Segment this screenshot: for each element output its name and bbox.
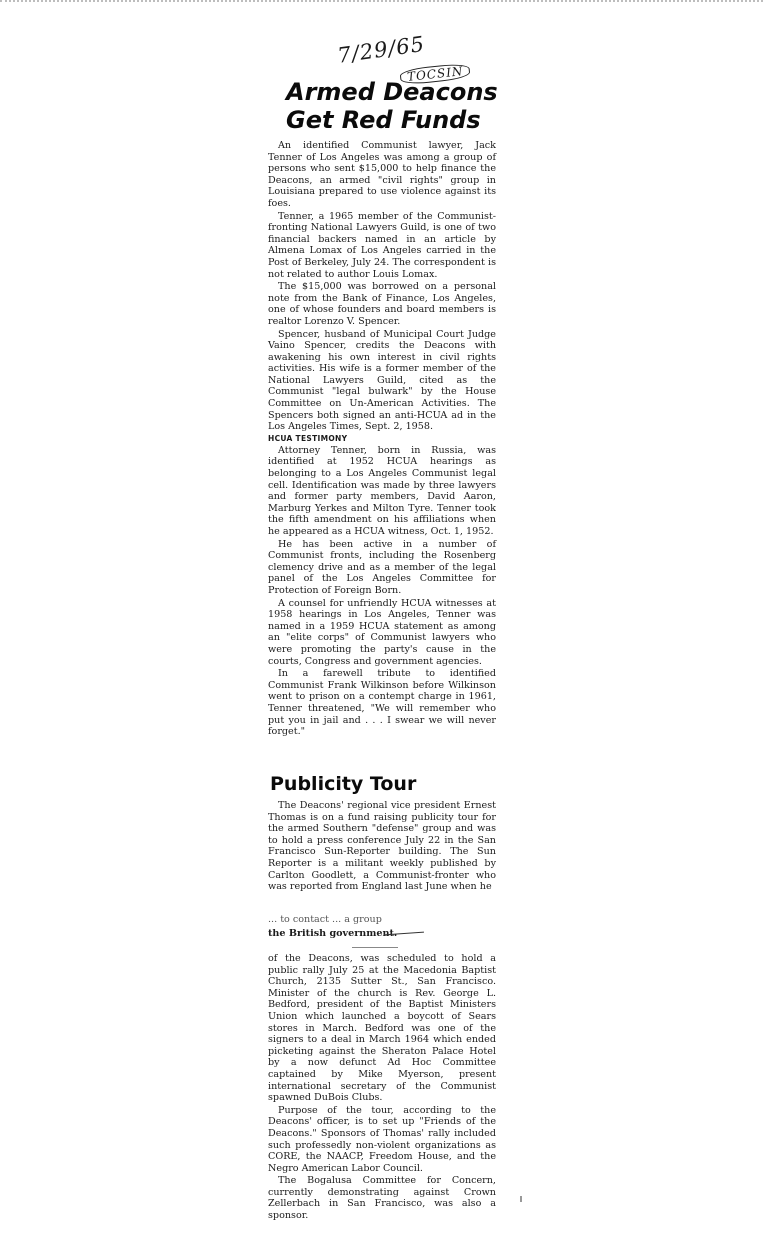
article-paragraph: The Bogalusa Committee for Concern, currently demonstrating against Crown Zellerbach in San Francisco, was also a sponsor. — [268, 1175, 496, 1222]
article-paragraph: Purpose of the tour, according to the Deacons' officer, is to set up "Friends of the Deacons." Sponsors of Thomas' rally included such professedly non-violent organizations as CORE, the NAACP, Freedom House, and the Negro American Labor Council. — [268, 1104, 496, 1174]
section-heading-publicity-tour: Publicity Tour — [270, 773, 417, 795]
article-body-part-3 — [268, 953, 496, 1223]
article-paragraph: Spencer, husband of Municipal Court Judge Vaino Spencer, credits the Deacons with awakening his own interest in civil rights activities. His wife is a former member of the National Lawyers Guild, cited as the Communist "legal bulwark" by the House Committee on Un-American Activities. The Spencers both signed an anti-HCUA ad in the Los Angeles Times, Sept. 2, 1958. — [268, 328, 496, 433]
text-fragment-british-government: the British government. — [268, 928, 398, 939]
handwritten-source-note: TOCSIN — [399, 62, 471, 85]
torn-text-fragment: ... to contact ... a group — [268, 914, 382, 925]
headline-line-1: Armed Deacons — [286, 78, 498, 106]
article-paragraph: Tenner, a 1965 member of the Communist-fronting National Lawyers Guild, is one of two financial backers named in an article by Almena Lomax of Los Angeles carried in the Post of Berkeley, July 24. The correspondent is not related to author Louis Lomax. — [268, 210, 496, 280]
torn-edge-mark — [352, 947, 398, 948]
article-paragraph: In a farewell tribute to identified Communist Frank Wilkinson before Wilkinson went to prison on a contempt charge in 1961, Tenner threatened, "We will remember who put you in jail and . . . I swear we will never forget." — [268, 668, 496, 738]
headline-line-2: Get Red Funds — [286, 106, 481, 134]
article-paragraph: The Deacons' regional vice president Ernest Thomas is on a fund raising publicity tour for the armed Southern "defense" group and was to hold a press conference July 22 in the San Francisco Sun-Reporter building. The Sun Reporter is a militant weekly published by Carlton Goodlett, a Communist-fronter who was reported from England last June when he — [268, 800, 496, 893]
article-paragraph: He has been active in a number of Communist fronts, including the Rosenberg clemency drive and as a member of the legal panel of the Los Angeles Committee for Protection of Foreign Born. — [268, 538, 496, 596]
handwritten-date: 7/29/65 — [336, 31, 427, 68]
article-paragraph: A counsel for unfriendly HCUA witnesses at 1958 hearings in Los Angeles, Tenner was named in a 1959 HCUA statement as among an "elite corps" of Communist lawyers who were promoting the party's cause in the courts, Congress and government agencies. — [268, 597, 496, 667]
article-body-part-2 — [268, 800, 496, 894]
article-paragraph: Attorney Tenner, born in Russia, was identified at 1952 HCUA hearings as belonging to a Los Angeles Communist legal cell. Identification was made by three lawyers and former party members, David Aaron, Marburg Yerkes and Milton Tyre. Tenner took the fifth amendment on his affiliations when he appeared as a HCUA witness, Oct. 1, 1952. — [268, 444, 496, 537]
article-paragraph: of the Deacons, was scheduled to hold a public rally July 25 at the Macedonia Baptist Church, 2135 Sutter St., San Francisco. Minister of the church is Rev. George L. Bedford, president of the Baptist Ministers Union which launched a boycott of Sears stores in March. Bedford was one of the signers to a deal in March 1964 which ended picketing against the Sheraton Palace Hotel by a now defunct Ad Hoc Committee captained by Mike Myerson, present international secretary of the Communist spawned DuBois Clubs. — [268, 953, 496, 1104]
article-body-part-1 — [268, 140, 496, 739]
stray-mark — [520, 1196, 522, 1202]
subhead-hcua-testimony: HCUA TESTIMONY — [268, 433, 348, 443]
article-paragraph: An identified Communist lawyer, Jack Tenner of Los Angeles was among a group of persons who sent $15,000 to help finance the Deacons, an armed "civil rights" group in Louisiana prepared to use violence against its foes. — [268, 140, 496, 209]
page-top-border — [0, 0, 763, 2]
headline — [286, 78, 506, 134]
article-paragraph: The $15,000 was borrowed on a personal note from the Bank of Finance, Los Angeles, one of whose founders and board members is realtor Lorenzo V. Spencer. — [268, 281, 496, 327]
